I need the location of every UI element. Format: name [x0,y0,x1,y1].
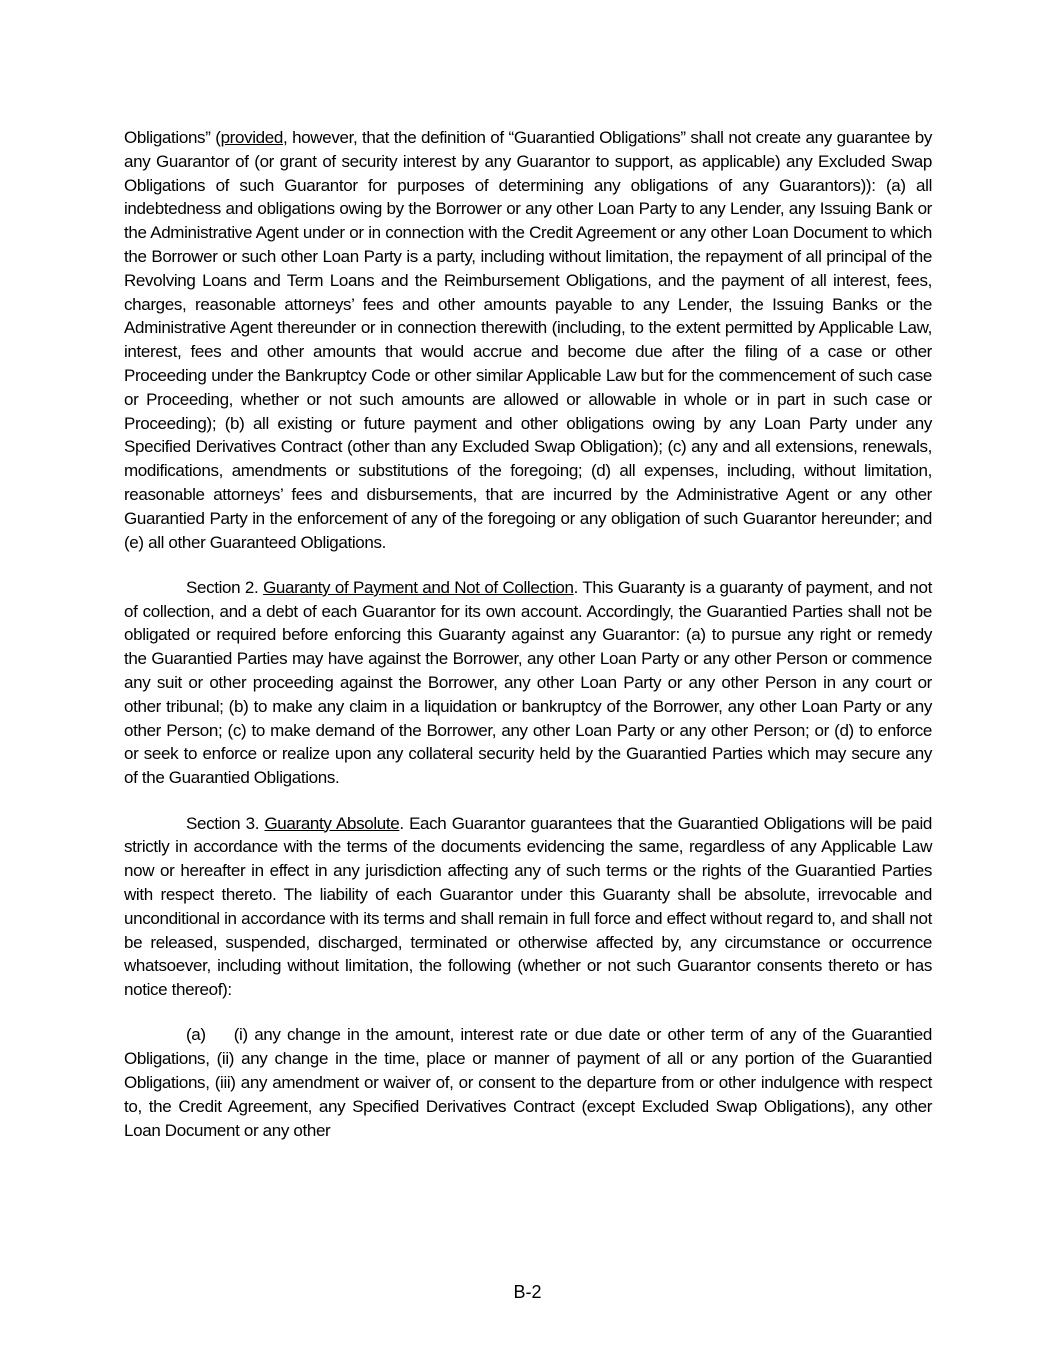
page-number: B-2 [513,1282,542,1302]
paragraph-clause-a [124,1023,932,1142]
clause-a-marker: (a) [186,1025,206,1045]
section-2-heading: Guaranty of Payment and Not of Collection [263,577,574,597]
section-2-body: . This Guaranty is a guaranty of payment, and not of collection, and a debt of each Guarantor for its own account. Accordingly, the Guarantied Parties shall not be obligated or required before enforcing this Guaranty against any Guarantor: (a) to pursue any right or remedy the Guarantied Parties may have against the Borrower, any other Loan Party or any other Person or commence any suit or other proceeding against the Borrower, any other Loan Party or any other Person in any court or other tribunal; (b) to make any claim in a liquidation or bankruptcy of the Borrower, any other Loan Party or any other Person; (c) to make demand of the Borrower, any other Loan Party or any other Person; or (d) to enforce or seek to enforce or realize upon any collateral security held by the Guarantied Parties which may secure any of the Guarantied Obligations. [124,577,932,788]
paragraph-section-3 [124,812,932,1002]
p1-rest: , however, that the definition of “Guarantied Obligations” shall not create any guarantee by any Guarantor of (or grant of security interest by any Guarantor to support, as applicable) any Excluded Swap Obligations of such Guarantor for purposes of determining any obligations of any Guarantors)): (a) all indebtedness and obligations owing by the Borrower or any other Loan Party to any Lender, any Issuing Bank or the Administrative Agent under or in connection with the Credit Agreement or any other Loan Document to which the Borrower or such other Loan Party is a party, including without limitation, the repayment of all principal of the Revolving Loans and Term Loans and the Reimbursement Obligations, and the payment of all interest, fees, charges, reasonable attorneys’ fees and other amounts payable to any Lender, the Issuing Banks or the Administrative Agent thereunder or in connection therewith (including, to the extent permitted by Applicable Law, interest, fees and other amounts that would accrue and become due after the filing of a case or other Proceeding under the Bankruptcy Code or other similar Applicable Law but for the commencement of such case or Proceeding, whether or not such amounts are allowed or allowable in whole or in part in such case or Proceeding); (b) all existing or future payment and other obligations owing by any Loan Party under any Specified Derivatives Contract (other than any Excluded Swap Obligation); (c) any and all extensions, renewals, modifications, amendments or substitutions of the foregoing; (d) all expenses, including, without limitation, reasonable attorneys’ fees and disbursements, that are incurred by the Administrative Agent or any other Guarantied Party in the enforcement of any of the foregoing or any obligation of such Guarantor hereunder; and (e) all other Guaranteed Obligations. [124,128,932,552]
section-3-body: . Each Guarantor guarantees that the Guarantied Obligations will be paid strictly in accordance with the terms of the documents evidencing the same, regardless of any Applicable Law now or hereafter in effect in any jurisdiction affecting any of such terms or the rights of the Guarantied Parties with respect thereto. The liability of each Guarantor under this Guaranty shall be absolute, irrevocable and unconditional in accordance with its terms and shall remain in full force and effect without regard to, and shall not be released, suspended, discharged, terminated or otherwise affected by, any circumstance or occurrence whatsoever, including without limitation, the following (whether or not such Guarantor consents thereto or has notice thereof): [124,813,933,1000]
clause-a-body: (i) any change in the amount, interest rate or due date or other term of any of the Guarantied Obligations, (ii) any change in the time, place or manner of payment of all or any portion of the Guarantied Obligations, (iii) any amendment or waiver of, or consent to the departure from or other indulgence with respect to, the Credit Agreement, any Specified Derivatives Contract (except Excluded Swap Obligations), any other Loan Document or any other [124,1025,932,1140]
section-2-label: Section 2. [186,577,264,597]
provided-term: provided [220,128,283,147]
paragraph-section-2 [124,576,932,790]
paragraph-guarantied-obligations-definition [124,126,932,554]
body-text [124,126,932,1142]
p1-lead: Obligations” ( [124,128,221,147]
section-3-heading: Guaranty Absolute [264,813,400,833]
section-3-label: Section 3. [186,813,265,833]
